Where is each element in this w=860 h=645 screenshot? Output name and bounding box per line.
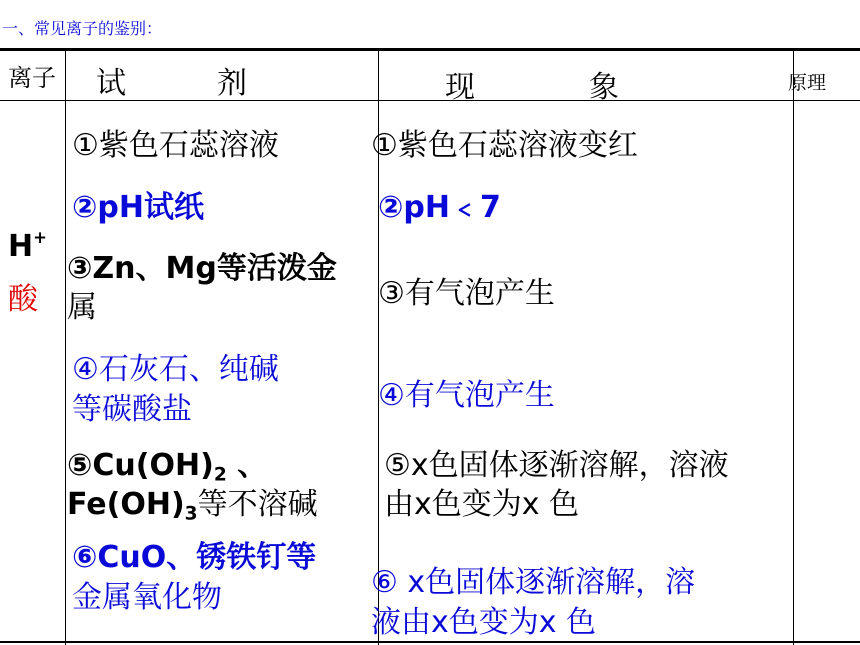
reagent-6-line1: ⑥CuO、锈铁钉等 — [72, 540, 317, 575]
phenomenon-2: ②pH﹤7 — [378, 190, 501, 225]
header-ion: 离子 — [8, 64, 56, 92]
table-top-border — [0, 48, 860, 51]
reagent-5-suffix: 等不溶碱 — [197, 487, 318, 522]
ion-charge: + — [33, 228, 47, 247]
header-bottom-border — [0, 100, 860, 101]
phenomenon-4: ④有气泡产生 — [378, 378, 555, 413]
column-divider-3 — [793, 50, 794, 645]
column-divider-1 — [65, 50, 66, 645]
header-phenomenon-char2: 象 — [589, 70, 619, 105]
ion-symbol-letter: H — [8, 229, 34, 265]
reagent-5-formula1: ⑤Cu(OH) — [67, 448, 214, 483]
phenomenon-6-line1: ⑥ x色固体逐渐溶解，溶 — [371, 565, 696, 600]
reagent-5-formula2: Fe(OH) — [67, 487, 185, 522]
phenomenon-5-line2: 由x色变为x 色 — [384, 487, 580, 522]
reagent-5-subscript2: 3 — [184, 503, 198, 525]
ion-name: 酸 — [8, 282, 38, 317]
phenomenon-1: ①紫色石蕊溶液变红 — [371, 128, 638, 163]
header-reagent-char2: 剂 — [217, 66, 247, 101]
reagent-3-line1: ③Zn、Mg等活泼金 — [67, 251, 337, 286]
reagent-5-subscript1: 2 — [213, 464, 227, 486]
page-title: 一、常见离子的鉴别： — [2, 19, 163, 38]
reagent-1: ①紫色石蕊溶液 — [72, 128, 279, 163]
header-principle: 原理 — [788, 72, 827, 94]
header-phenomenon-char1: 现 — [445, 70, 475, 105]
phenomenon-3: ③有气泡产生 — [378, 276, 555, 311]
header-reagent-char1: 试 — [96, 66, 126, 101]
reagent-3-line2: 属 — [67, 290, 97, 325]
reagent-2: ②pH试纸 — [72, 190, 204, 225]
reagent-5-line2 — [67, 485, 318, 535]
reagent-4-line1: ④石灰石、纯碱 — [72, 352, 279, 387]
ion-symbol — [8, 228, 47, 264]
reagent-5-separator: 、 — [226, 448, 268, 483]
phenomenon-5-line1: ⑤x色固体逐渐溶解，溶液 — [384, 448, 729, 483]
reagent-4-line2: 等碳酸盐 — [72, 392, 192, 427]
phenomenon-6-line2: 液由x色变为x 色 — [371, 605, 597, 640]
reagent-6-line2: 金属氧化物 — [72, 580, 222, 615]
